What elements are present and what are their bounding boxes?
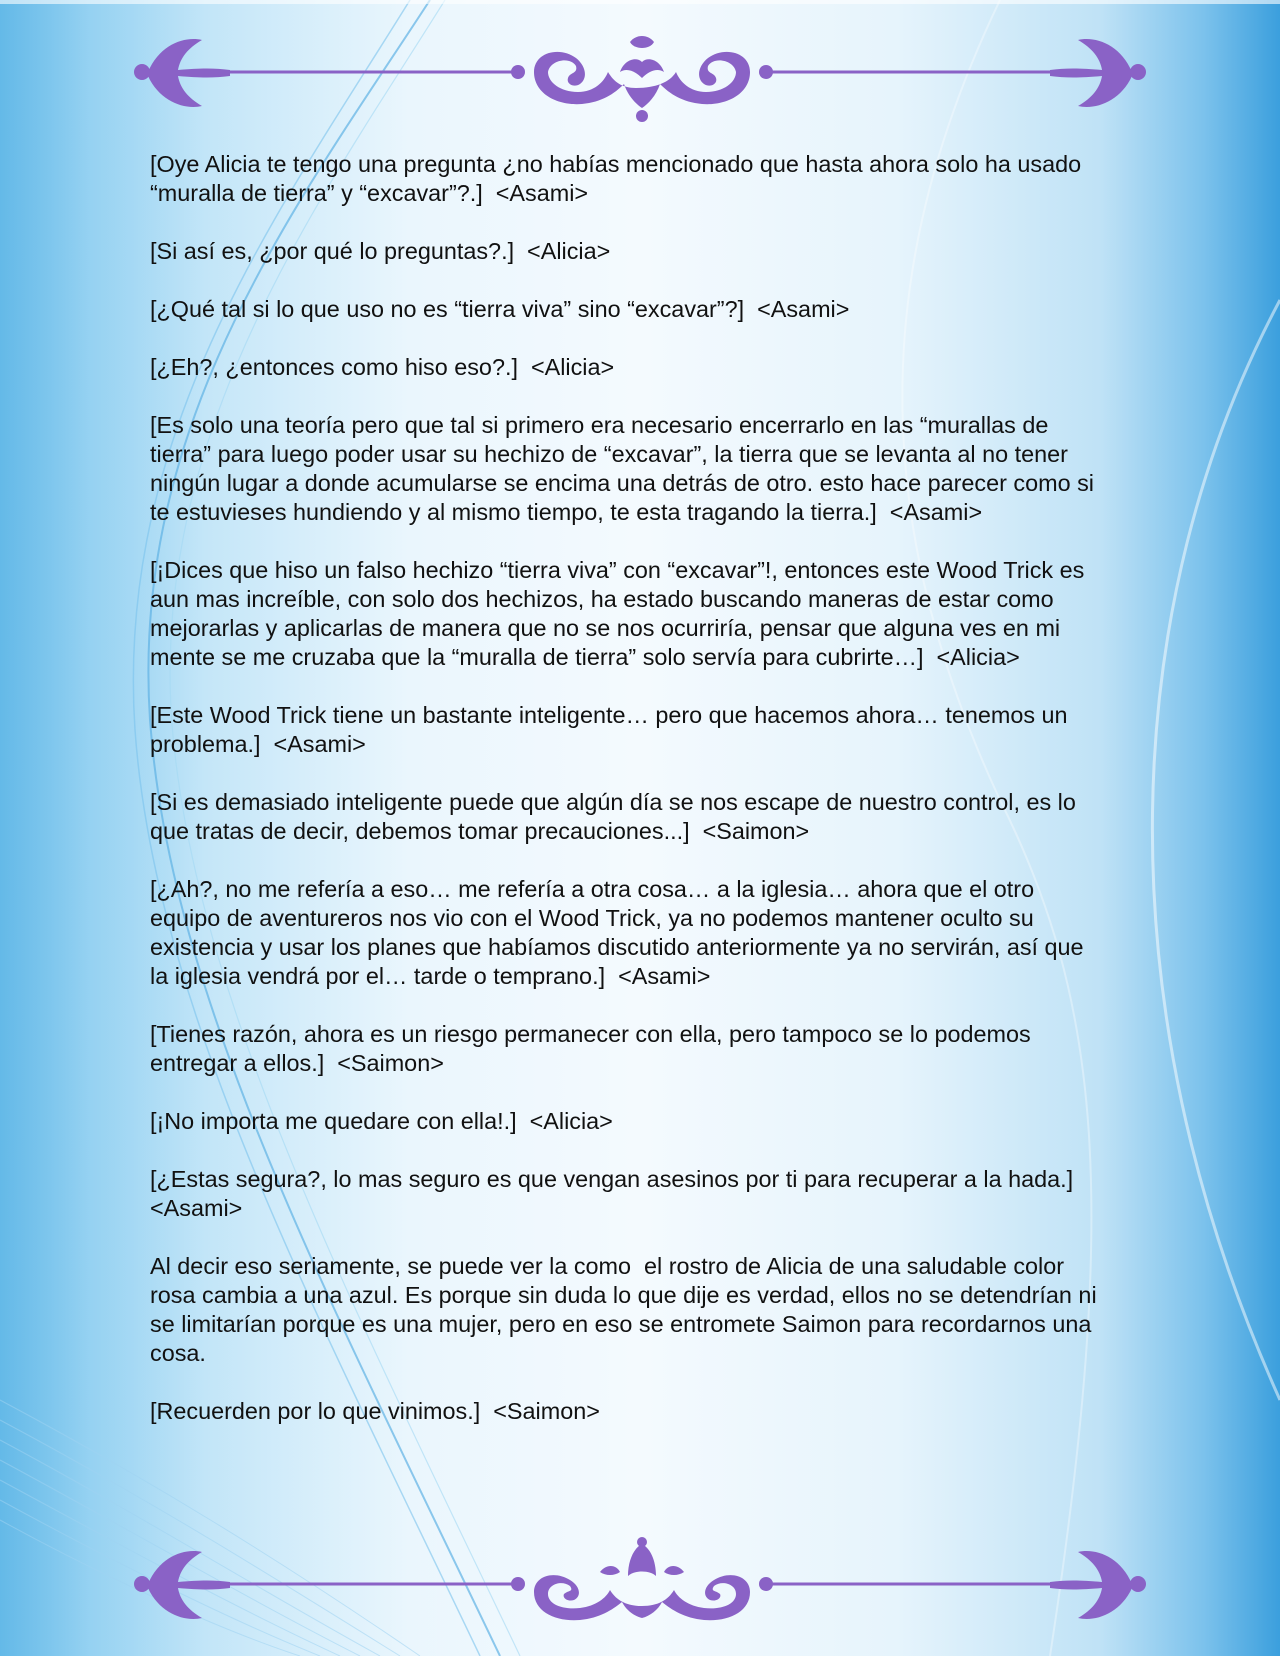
paragraph: [Este Wood Trick tiene un bastante inteligente… pero que hacemos ahora… tenemos un problema.] <Asami>	[150, 702, 1075, 757]
paragraph: [¿Estas segura?, lo mas seguro es que vengan asesinos por ti para recuperar a la hada.] <Asami>	[150, 1166, 1087, 1221]
paragraph: [¡Dices que hiso un falso hechizo “tierra viva” con “excavar”!, entonces este Wood Trick es aun mas increíble, con solo dos hechizos, ha estado buscando maneras de estar como mejorarlas y aplicarlas de manera que no se nos ocurriría, pensar que alguna ves en mi mente se me cruzaba que la “muralla de tierra” solo servía para cubrirte…] <Alicia>	[150, 557, 1091, 670]
paragraph: [¿Ah?, no me refería a eso… me refería a otra cosa… a la iglesia… ahora que el otro equipo de aventureros nos vio con el Wood Trick, ya no podemos mantener oculto su existencia y usar los planes que habíamos discutido anteriormente ya no servirán, así que la iglesia vendrá por el… tarde o temprano.] <Asami>	[150, 876, 1091, 989]
paragraph: [¿Qué tal si lo que uso no es “tierra viva” sino “excavar”?] <Asami>	[150, 296, 850, 322]
paragraph: [¡No importa me quedare con ella!.] <Alicia>	[150, 1108, 613, 1134]
paragraph: [Es solo una teoría pero que tal si primero era necesario encerrarlo en las “murallas de tierra” para luego poder usar su hechizo de “excavar”, la tierra que se levanta al no tener ningún lugar a donde acumularse se encima una detrás de otro. esto hace parecer como si te estuvieses hundiendo y al mismo tiempo, te esta tragando la tierra.] <Asami>	[150, 412, 1101, 525]
paragraph: [Tienes razón, ahora es un riesgo permanecer con ella, pero tampoco se lo podemos entregar a ellos.] <Saimon>	[150, 1021, 1038, 1076]
paragraph: [Recuerden por lo que vinimos.] <Saimon>	[150, 1398, 600, 1424]
paragraph: Al decir eso seriamente, se puede ver la como el rostro de Alicia de una saludable color rosa cambia a una azul. Es porque sin duda lo que dije es verdad, ellos no se detendrían ni se limitarían porque es una mujer, pero en eso se entromete Saimon para recordarnos una cosa.	[150, 1253, 1104, 1366]
story-text	[150, 150, 1104, 1455]
paragraph: [¿Eh?, ¿entonces como hiso eso?.] <Alicia>	[150, 354, 615, 380]
top-ornament	[130, 24, 1150, 124]
paragraph: [Si es demasiado inteligente puede que algún día se nos escape de nuestro control, es lo que tratas de decir, debemos tomar precauciones...] <Saimon>	[150, 789, 1083, 844]
paragraph: [Si así es, ¿por qué lo preguntas?.] <Alicia>	[150, 238, 611, 264]
paragraph: [Oye Alicia te tengo una pregunta ¿no habías mencionado que hasta ahora solo ha usado “muralla de tierra” y “excavar”?.] <Asami>	[150, 151, 1088, 206]
bottom-ornament	[130, 1536, 1150, 1636]
